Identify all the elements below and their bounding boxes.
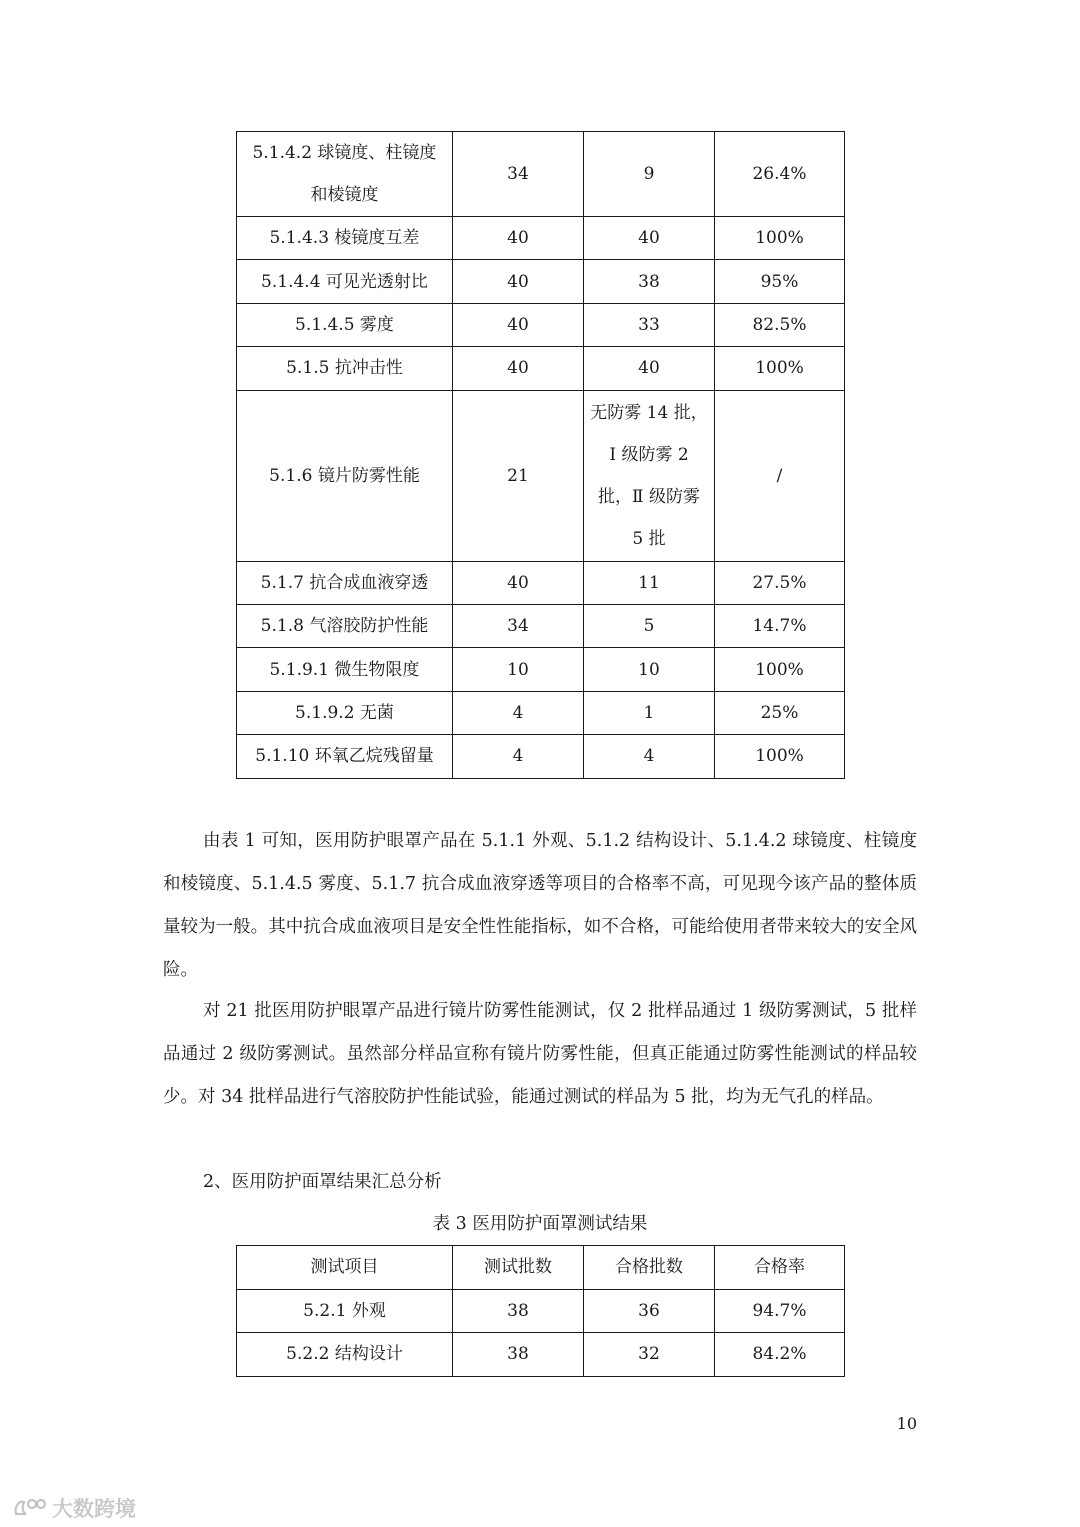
column-header: 合格率	[715, 1246, 845, 1290]
test-item-cell: 5.1.7 抗合成血液穿透	[237, 561, 453, 604]
tested-batches-cell: 38	[453, 1289, 584, 1333]
pass-rate-cell: 95%	[715, 260, 845, 303]
tested-batches-cell: 34	[453, 604, 584, 647]
analysis-paragraph-antifog: 对 21 批医用防护眼罩产品进行镜片防雾性能测试，仅 2 批样品通过 1 级防雾测试，5 批样品通过 2 级防雾测试。虽然部分样品宣称有镜片防雾性能，但真正能通过防雾性能测试的样品较少。对 34 批样品进行气溶胶防护性能试验，能通过测试的样品为 5 批，均为无气孔的样品。	[163, 1001, 917, 1107]
test-item-cell: 5.1.4.5 雾度	[237, 303, 453, 346]
tested-batches-cell: 40	[453, 347, 584, 390]
passed-batches-cell: 9	[584, 132, 715, 217]
table-row	[237, 390, 845, 561]
watermark-text: 大数跨境	[52, 1497, 136, 1521]
page-number: 10	[896, 1414, 917, 1433]
table-row	[237, 1289, 845, 1333]
table-row	[237, 217, 845, 260]
table-row	[237, 691, 845, 734]
pass-rate-cell: 100%	[715, 217, 845, 260]
passed-batches-cell: 40	[584, 347, 715, 390]
brand-logo-icon	[12, 1496, 48, 1520]
section-heading: 2、医用防护面罩结果汇总分析	[203, 1172, 442, 1192]
pass-rate-cell: 100%	[715, 735, 845, 778]
tested-batches-cell: 4	[453, 691, 584, 734]
pass-rate-cell: 100%	[715, 648, 845, 691]
table-row	[237, 260, 845, 303]
tested-batches-cell: 21	[453, 390, 584, 561]
table-caption: 表 3 医用防护面罩测试结果	[432, 1214, 648, 1234]
test-item-cell: 5.1.4.3 棱镜度互差	[237, 217, 453, 260]
analysis-paragraph-goggles: 由表 1 可知，医用防护眼罩产品在 5.1.1 外观、5.1.2 结构设计、5.1.4.2 球镜度、柱镜度和棱镜度、5.1.4.5 雾度、5.1.7 抗合成血液穿透等项目的合格率不高，可见现今该产品的整体质量较为一般。其中抗合成血液项目是安全性性能指标，如不合格，可能给使用者带来较大的安全风险。	[163, 831, 917, 980]
test-item-cell: 5.1.9.2 无菌	[237, 691, 453, 734]
pass-rate-cell: 14.7%	[715, 604, 845, 647]
table-row	[237, 347, 845, 390]
column-header: 测试项目	[237, 1246, 453, 1290]
column-header: 测试批数	[453, 1246, 584, 1290]
inspection-results-table-continued	[236, 131, 845, 779]
tested-batches-cell: 40	[453, 561, 584, 604]
test-item-cell: 5.2.1 外观	[237, 1289, 453, 1333]
table-row	[237, 132, 845, 217]
tested-batches-cell: 34	[453, 132, 584, 217]
pass-rate-cell: 25%	[715, 691, 845, 734]
pass-rate-cell: 100%	[715, 347, 845, 390]
column-header: 合格批数	[584, 1246, 715, 1290]
table-row	[237, 604, 845, 647]
passed-batches-cell: 11	[584, 561, 715, 604]
pass-rate-cell: 84.2%	[715, 1333, 845, 1377]
table-row	[237, 303, 845, 346]
tested-batches-cell: 40	[453, 260, 584, 303]
passed-batches-cell: 无防雾 14 批， Ⅰ 级防雾 2 批，Ⅱ 级防雾 5 批	[584, 390, 715, 561]
passed-batches-cell: 4	[584, 735, 715, 778]
test-item-cell: 5.1.6 镜片防雾性能	[237, 390, 453, 561]
tested-batches-cell: 38	[453, 1333, 584, 1377]
passed-batches-cell: 1	[584, 691, 715, 734]
passed-batches-cell: 38	[584, 260, 715, 303]
test-item-cell: 5.1.10 环氧乙烷残留量	[237, 735, 453, 778]
pass-rate-cell: /	[715, 390, 845, 561]
table-row	[237, 1333, 845, 1377]
tested-batches-cell: 40	[453, 303, 584, 346]
watermark	[12, 1493, 136, 1523]
pass-rate-cell: 27.5%	[715, 561, 845, 604]
face-shield-results-table	[236, 1245, 845, 1377]
passed-batches-cell: 10	[584, 648, 715, 691]
passed-batches-cell: 32	[584, 1333, 715, 1377]
table-row	[237, 648, 845, 691]
test-item-cell: 5.1.4.2 球镜度、柱镜度 和棱镜度	[237, 132, 453, 217]
tested-batches-cell: 10	[453, 648, 584, 691]
pass-rate-cell: 94.7%	[715, 1289, 845, 1333]
pass-rate-cell: 26.4%	[715, 132, 845, 217]
passed-batches-cell: 40	[584, 217, 715, 260]
test-item-cell: 5.1.9.1 微生物限度	[237, 648, 453, 691]
test-item-cell: 5.1.5 抗冲击性	[237, 347, 453, 390]
pass-rate-cell: 82.5%	[715, 303, 845, 346]
test-item-cell: 5.1.4.4 可见光透射比	[237, 260, 453, 303]
passed-batches-cell: 5	[584, 604, 715, 647]
test-item-cell: 5.2.2 结构设计	[237, 1333, 453, 1377]
table-header-row	[237, 1246, 845, 1290]
table-row	[237, 561, 845, 604]
tested-batches-cell: 4	[453, 735, 584, 778]
tested-batches-cell: 40	[453, 217, 584, 260]
table-row	[237, 735, 845, 778]
test-item-cell: 5.1.8 气溶胶防护性能	[237, 604, 453, 647]
passed-batches-cell: 36	[584, 1289, 715, 1333]
passed-batches-cell: 33	[584, 303, 715, 346]
